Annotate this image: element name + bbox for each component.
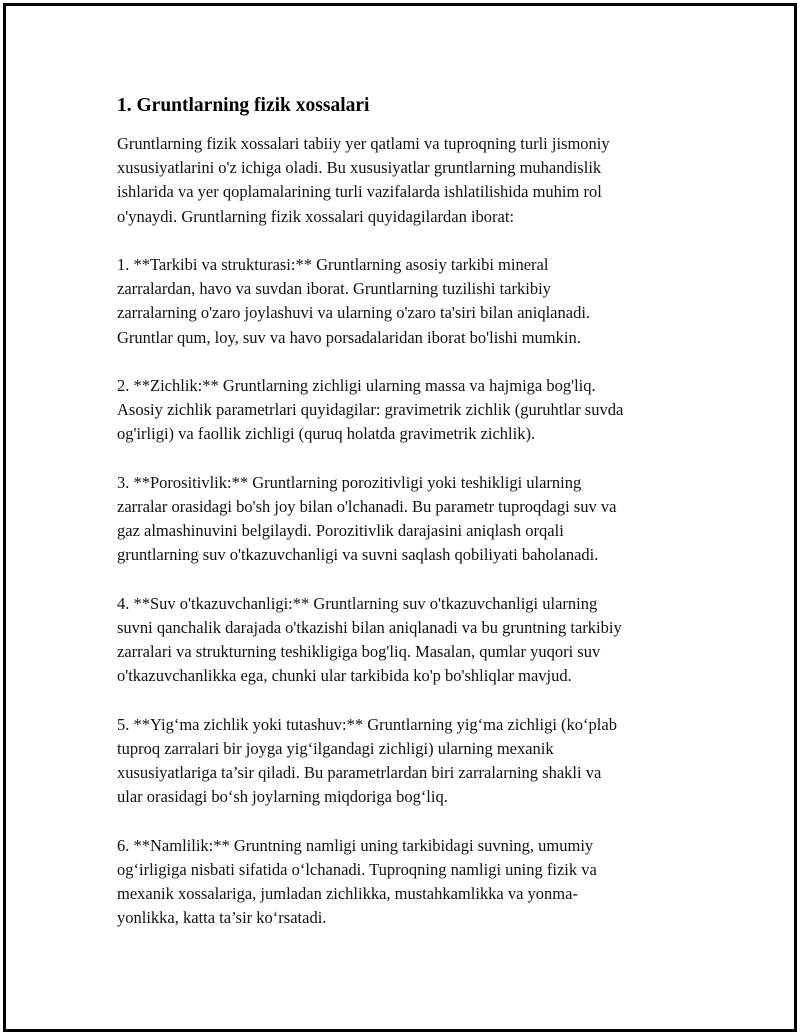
item-composition-paragraph: 1. **Tarkibi va strukturasi:** Gruntlarning asosiy tarkibi mineral zarralardan, havo va suvdan iborat. Gruntlarning tuzilishi tarkibiy zarralarning o'zaro joylashuvi va ularning o'zaro ta'siri bilan aniqlanadi. Gruntlar qum, loy, suv va havo porsadalaridan iborat bo'lishi mumkin. (117, 255, 591, 347)
item-density-paragraph: 2. **Zichlik:** Gruntlarning zichligi ularning massa va hajmiga bog'liq. Asosiy zichlik parametrlari quyidagilar: gravimetrik zichlik (guruhtlar suvda og'irligi) va faollik zichligi (quruq holatda gravimetrik zichlik). (117, 376, 624, 444)
document-body (117, 93, 697, 955)
intro-paragraph: Gruntlarning fizik xossalari tabiiy yer qatlami va tuproqning turli jismoniy xususiyatlarini o'z ichiga oladi. Bu xususiyatlar gruntlarning muhandislik ishlarida va yer qoplamalarining turli vazifalarda ishlatilishida muhim rol o'ynaydi. Gruntlarning fizik xossalari quyidagilardan iborat: (117, 134, 610, 226)
item-porosity-paragraph: 3. **Porositivlik:** Gruntlarning porozitivligi yoki teshikligi ularning zarralar orasidagi bo'sh joy bilan o'lchanadi. Bu parametr tuproqdagi suv va gaz almashinuvini belgilaydi. Porozitivlik darajasini aniqlash orqali gruntlarning suv o'tkazuvchanligi va suvni saqlash qobiliyati baholanadi. (117, 472, 617, 565)
item-moisture-paragraph: 6. **Namlilik:** Gruntning namligi uning tarkibidagi suvning, umumiy og‘irligiga nisbati sifatida o‘lchanadi. Tuproqning namligi uning fizik va mexanik xossalariga, jumladan zichlikka, mustahkamlikka va yonma- yonlikka, katta ta’sir ko‘rsatadi. (117, 835, 597, 928)
item-permeability-paragraph: 4. **Suv o'tkazuvchanligi:** Gruntlarning suv o'tkazuvchanligi ularning suvni qanchalik darajada o'tkazishi bilan aniqlanadi va bu gruntning tarkibiy zarralari va strukturning teshikligiga bog'liq. Masalan, qumlar yuqori suv o'tkazuvchanlikka ega, chunki ular tarkibida ko'p bo'shliqlar mavjud. (117, 593, 622, 686)
section-heading: 1. Gruntlarning fizik xossalari (117, 95, 370, 116)
item-bulk-density-paragraph: 5. **Yig‘ma zichlik yoki tutashuv:** Gruntlarning yig‘ma zichligi (ko‘plab tuproq zarralari bir joyga yig‘ilgandagi zichligi) ularning mexanik xususiyatlariga ta’sir qiladi. Bu parametrlardan biri zarralarning shakli va ular orasidagi bo‘sh joylarning miqdoriga bog‘liq. (117, 714, 617, 807)
